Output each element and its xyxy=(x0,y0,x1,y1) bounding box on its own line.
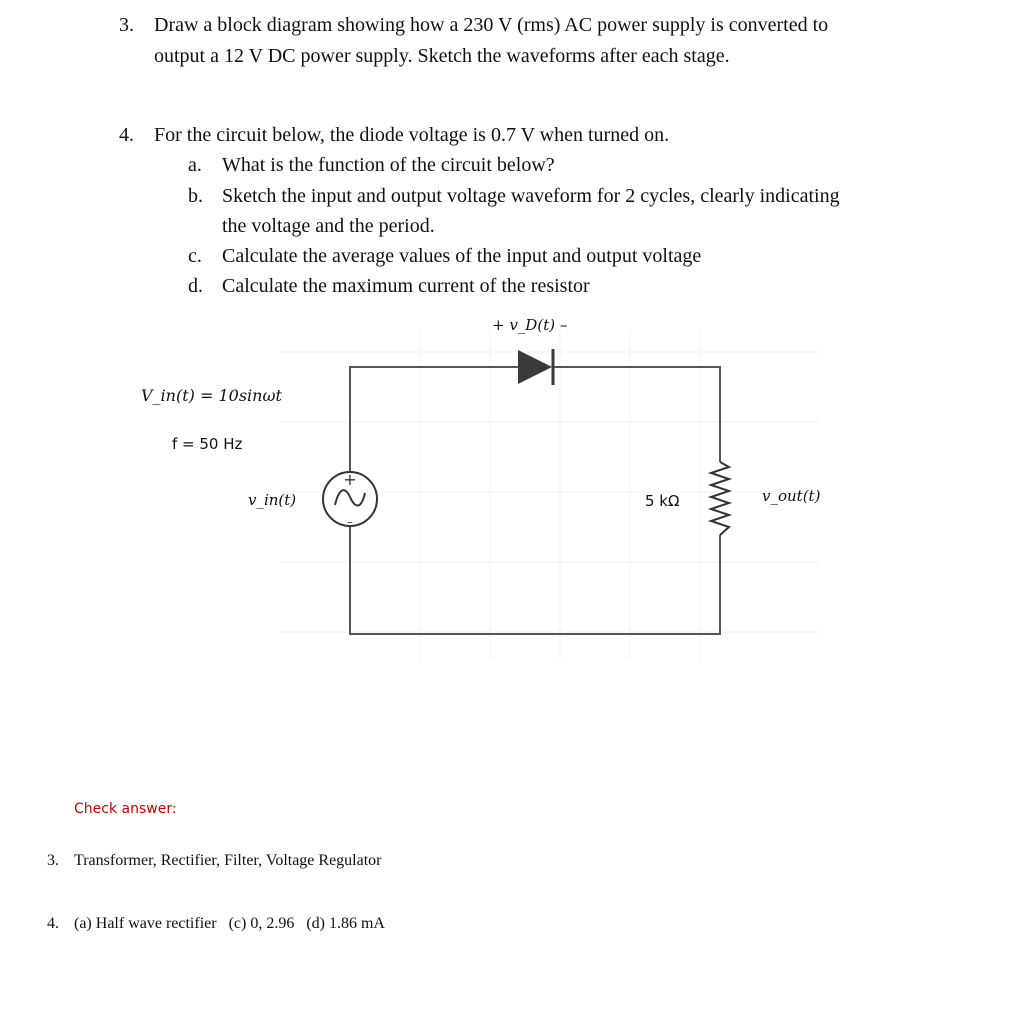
q4a-letter: a. xyxy=(188,154,202,176)
q4b-text-line1: Sketch the input and output voltage waveform for 2 cycles, clearly indicating xyxy=(222,185,840,207)
answer-3-text: Transformer, Rectifier, Filter, Voltage Regulator xyxy=(74,852,382,869)
q3-text-line2: output a 12 V DC power supply. Sketch the waveforms after each stage. xyxy=(154,45,730,67)
resistor-symbol xyxy=(711,462,729,535)
source-minus-sign: – xyxy=(347,515,353,529)
answer-4-text: (a) Half wave rectifier (c) 0, 2.96 (d) 1.86 mA xyxy=(74,915,385,932)
output-voltage-label: v_out(t) xyxy=(762,487,821,505)
answer-3-number: 3. xyxy=(47,852,59,869)
q4b-letter: b. xyxy=(188,185,203,207)
q4-text: For the circuit below, the diode voltage is 0.7 V when turned on. xyxy=(154,124,670,146)
check-answer-heading: Check answer: xyxy=(74,801,177,817)
vin-equation: V_in(t) = 10sinωt xyxy=(141,386,282,405)
resistor-value-label: 5 kΩ xyxy=(645,492,680,510)
q4b-text-line2: the voltage and the period. xyxy=(222,215,435,237)
source-voltage-label: v_in(t) xyxy=(248,491,297,509)
q4-number: 4. xyxy=(119,124,134,146)
q3-text-line1: Draw a block diagram showing how a 230 V (rms) AC power supply is converted to xyxy=(154,14,829,36)
q4a-text: What is the function of the circuit below? xyxy=(222,154,555,176)
q3-number: 3. xyxy=(119,14,134,36)
answer-4-number: 4. xyxy=(47,915,59,932)
diode-symbol xyxy=(518,349,553,385)
q4c-letter: c. xyxy=(188,245,202,267)
q4d-text: Calculate the maximum current of the resistor xyxy=(222,275,590,297)
frequency-label: f = 50 Hz xyxy=(172,435,243,453)
q4d-letter: d. xyxy=(188,275,203,297)
q4c-text: Calculate the average values of the input and output voltage xyxy=(222,245,702,267)
diode-voltage-label: + v_D(t) – xyxy=(492,316,568,334)
source-plus-sign: + xyxy=(343,470,357,489)
